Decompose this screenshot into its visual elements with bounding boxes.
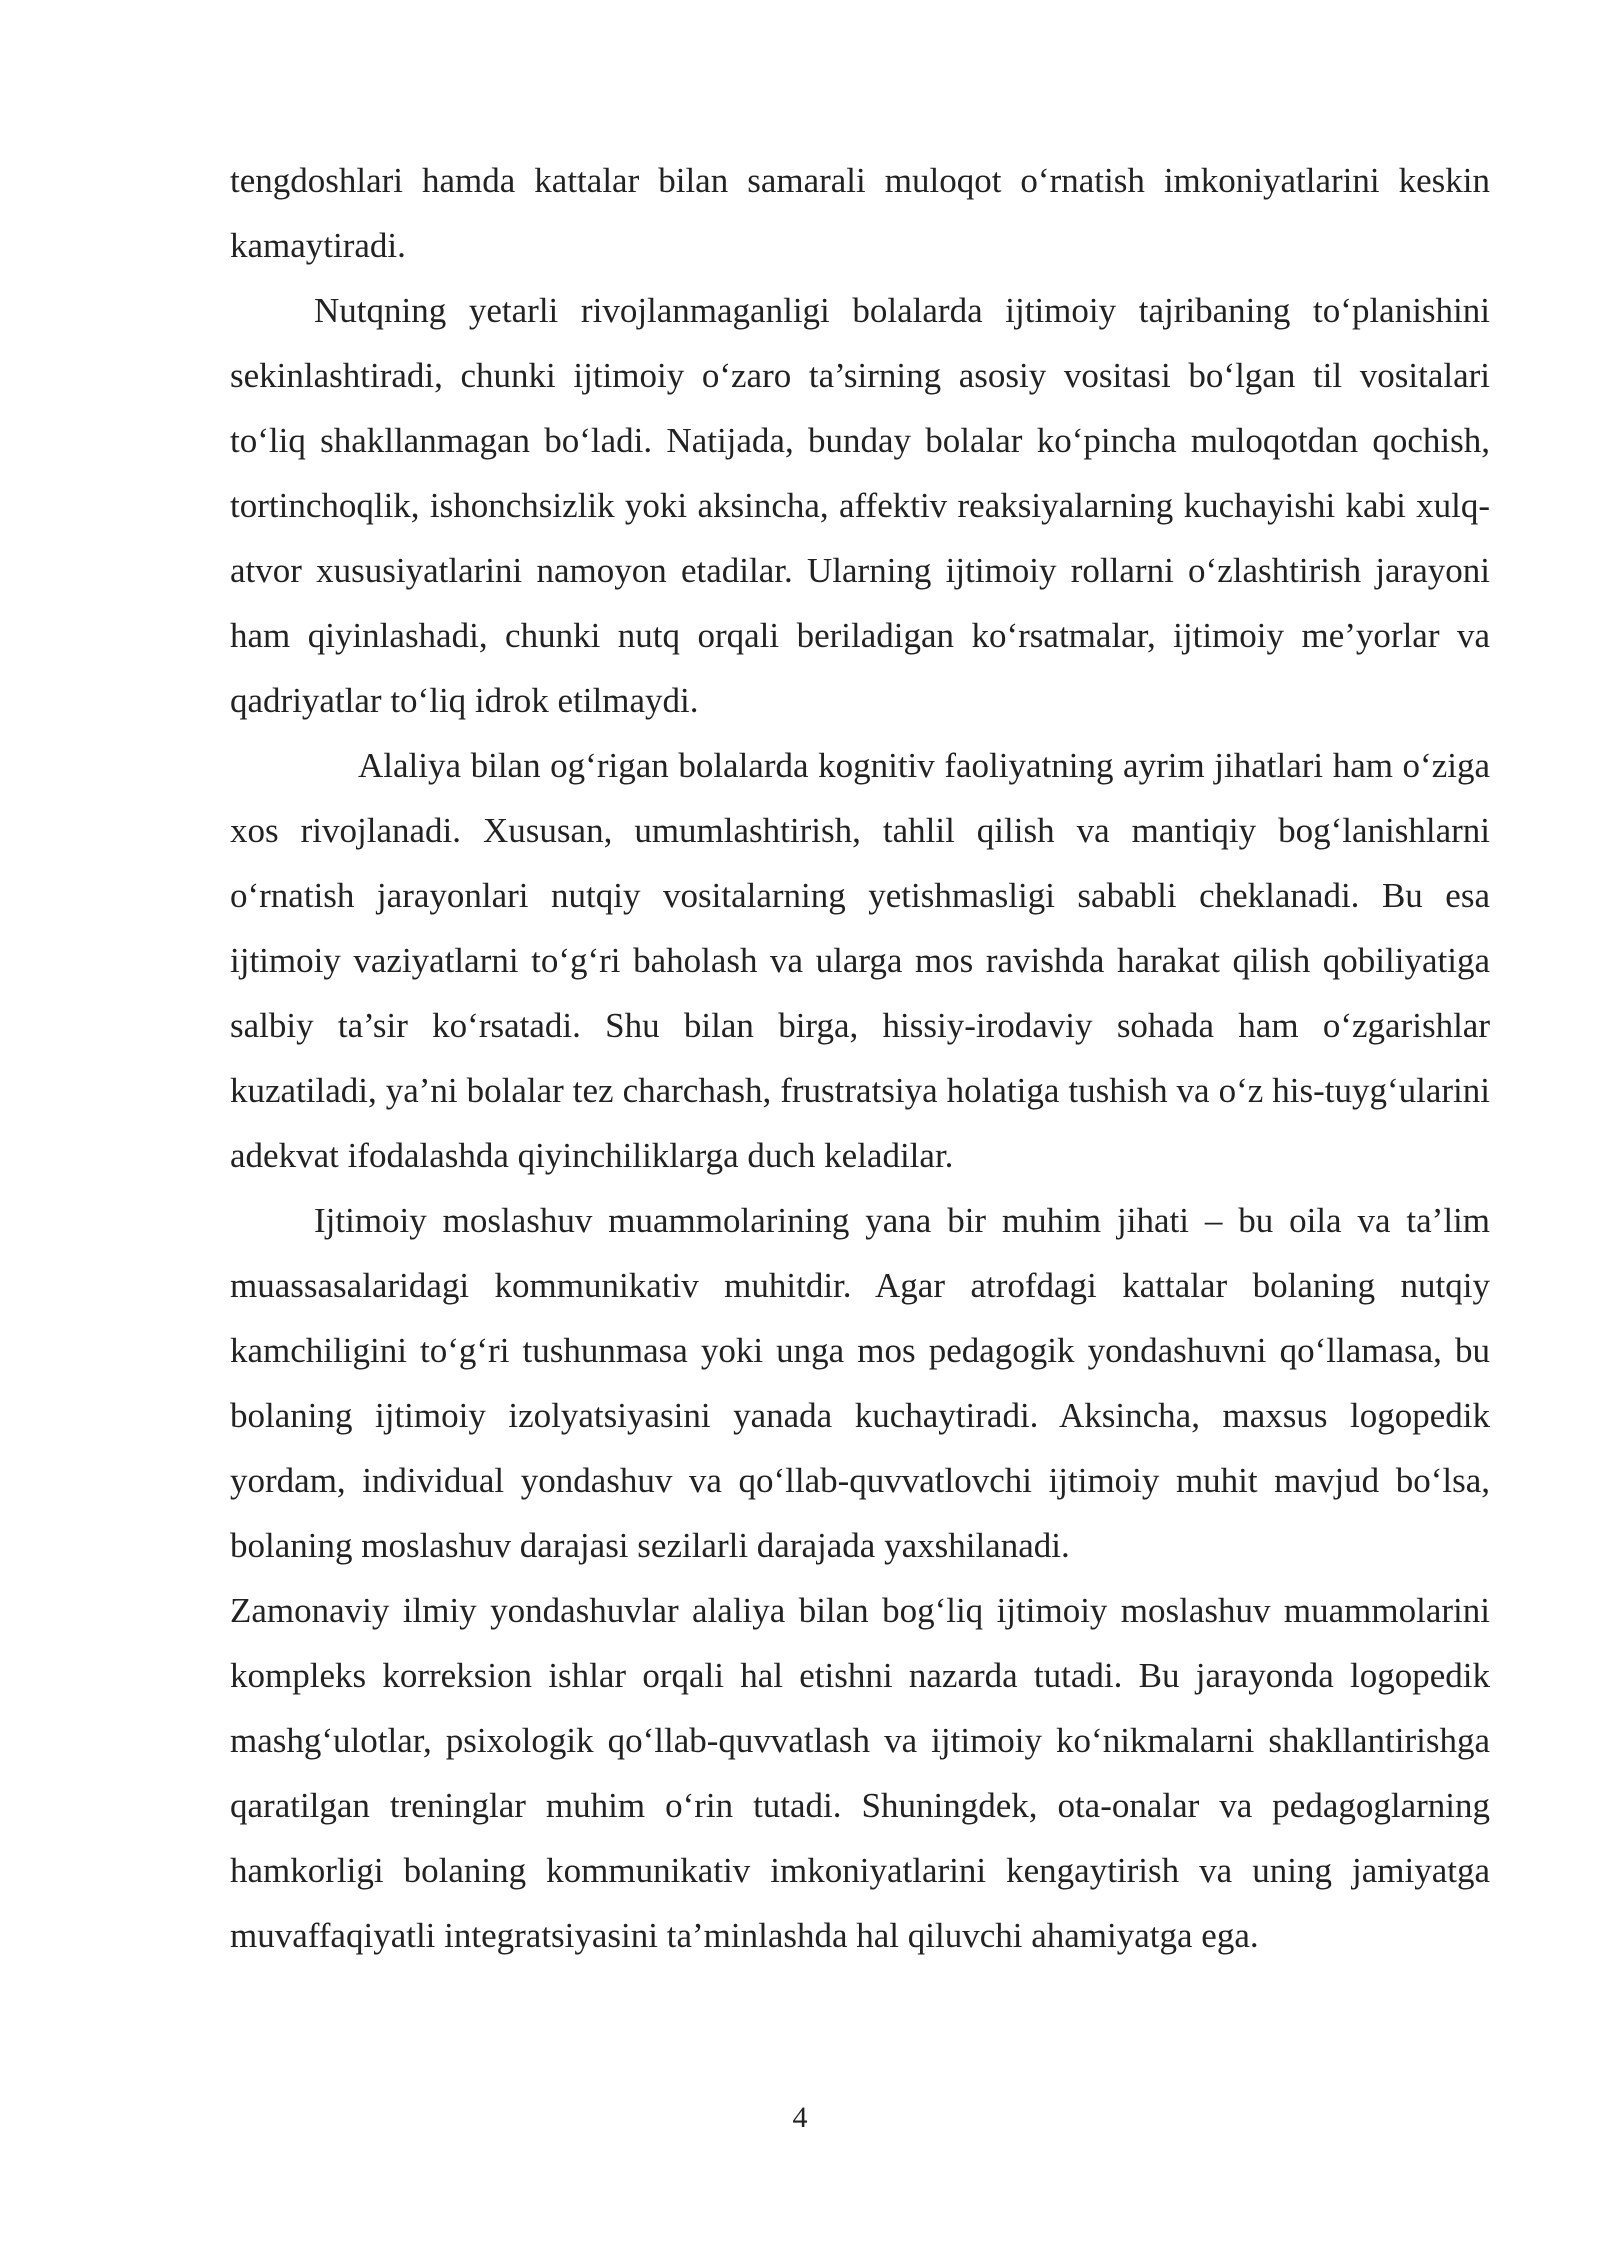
paragraph-continuation: tengdoshlari hamda kattalar bilan samarali muloqot o‘rnatish imkoniyatlarini keskin kamaytiradi. xyxy=(230,161,1490,265)
paragraph-modern-approaches: Zamonaviy ilmiy yondashuvlar alaliya bilan bog‘liq ijtimoiy moslashuv muammolarini kompleks korreksion ishlar orqali hal etishni nazarda tutadi. Bu jarayonda logopedik mashg‘ulotlar, psixologik qo‘llab-quvvatlash va ijtimoiy ko‘nikmalarni shakllantirishga qaratilgan treninglar muhim o‘rin tutadi. Shuningdek, ota-onalar va pedagoglarning hamkorligi bolaning kommunikativ imkoniyatlarini kengaytirish va uning jamiyatga muvaffaqiyatli integratsiyasini ta’minlashda hal qiluvchi ahamiyatga ega. xyxy=(230,1591,1490,1955)
body-text xyxy=(230,148,1490,1968)
paragraph-communicative-environment: Ijtimoiy moslashuv muammolarining yana bir muhim jihati – bu oila va ta’lim muassasalaridagi kommunikativ muhitdir. Agar atrofdagi kattalar bolaning nutqiy kamchiligini to‘g‘ri tushunmasa yoki unga mos pedagogik yondashuvni qo‘llamasa, bu bolaning ijtimoiy izolyatsiyasini yanada kuchaytiradi. Aksincha, maxsus logopedik yordam, individual yondashuv va qo‘llab-quvvatlovchi ijtimoiy muhit mavjud bo‘lsa, bolaning moslashuv darajasi sezilarli darajada yaxshilanadi. xyxy=(230,1201,1490,1565)
paragraph-speech-underdevelopment: Nutqning yetarli rivojlanmaganligi bolalarda ijtimoiy tajribaning to‘planishini sekinlashtiradi, chunki ijtimoiy o‘zaro ta’sirning asosiy vositasi bo‘lgan til vositalari to‘liq shakllanmagan bo‘ladi. Natijada, bunday bolalar ko‘pincha muloqotdan qochish, tortinchoqlik, ishonchsizlik yoki aksincha, affektiv reaksiyalarning kuchayishi kabi xulq-atvor xususiyatlarini namoyon etadilar. Ularning ijtimoiy rollarni o‘zlashtirish jarayoni ham qiyinlashadi, chunki nutq orqali beriladigan ko‘rsatmalar, ijtimoiy me’yorlar va qadriyatlar to‘liq idrok etilmaydi. xyxy=(230,291,1490,720)
paragraph-cognitive-activity: Alaliya bilan og‘rigan bolalarda kognitiv faoliyatning ayrim jihatlari ham o‘ziga xos rivojlanadi. Xususan, umumlashtirish, tahlil qilish va mantiqiy bog‘lanishlarni o‘rnatish jarayonlari nutqiy vositalarning yetishmasligi sababli cheklanadi. Bu esa ijtimoiy vaziyatlarni to‘g‘ri baholash va ularga mos ravishda harakat qilish qobiliyatiga salbiy ta’sir ko‘rsatadi. Shu bilan birga, hissiy-irodaviy sohada ham o‘zgarishlar kuzatiladi, ya’ni bolalar tez charchash, frustratsiya holatiga tushish va o‘z his-tuyg‘ularini adekvat ifodalashda qiyinchiliklarga duch keladilar. xyxy=(230,746,1490,1175)
page-number: 4 xyxy=(792,2101,808,2134)
